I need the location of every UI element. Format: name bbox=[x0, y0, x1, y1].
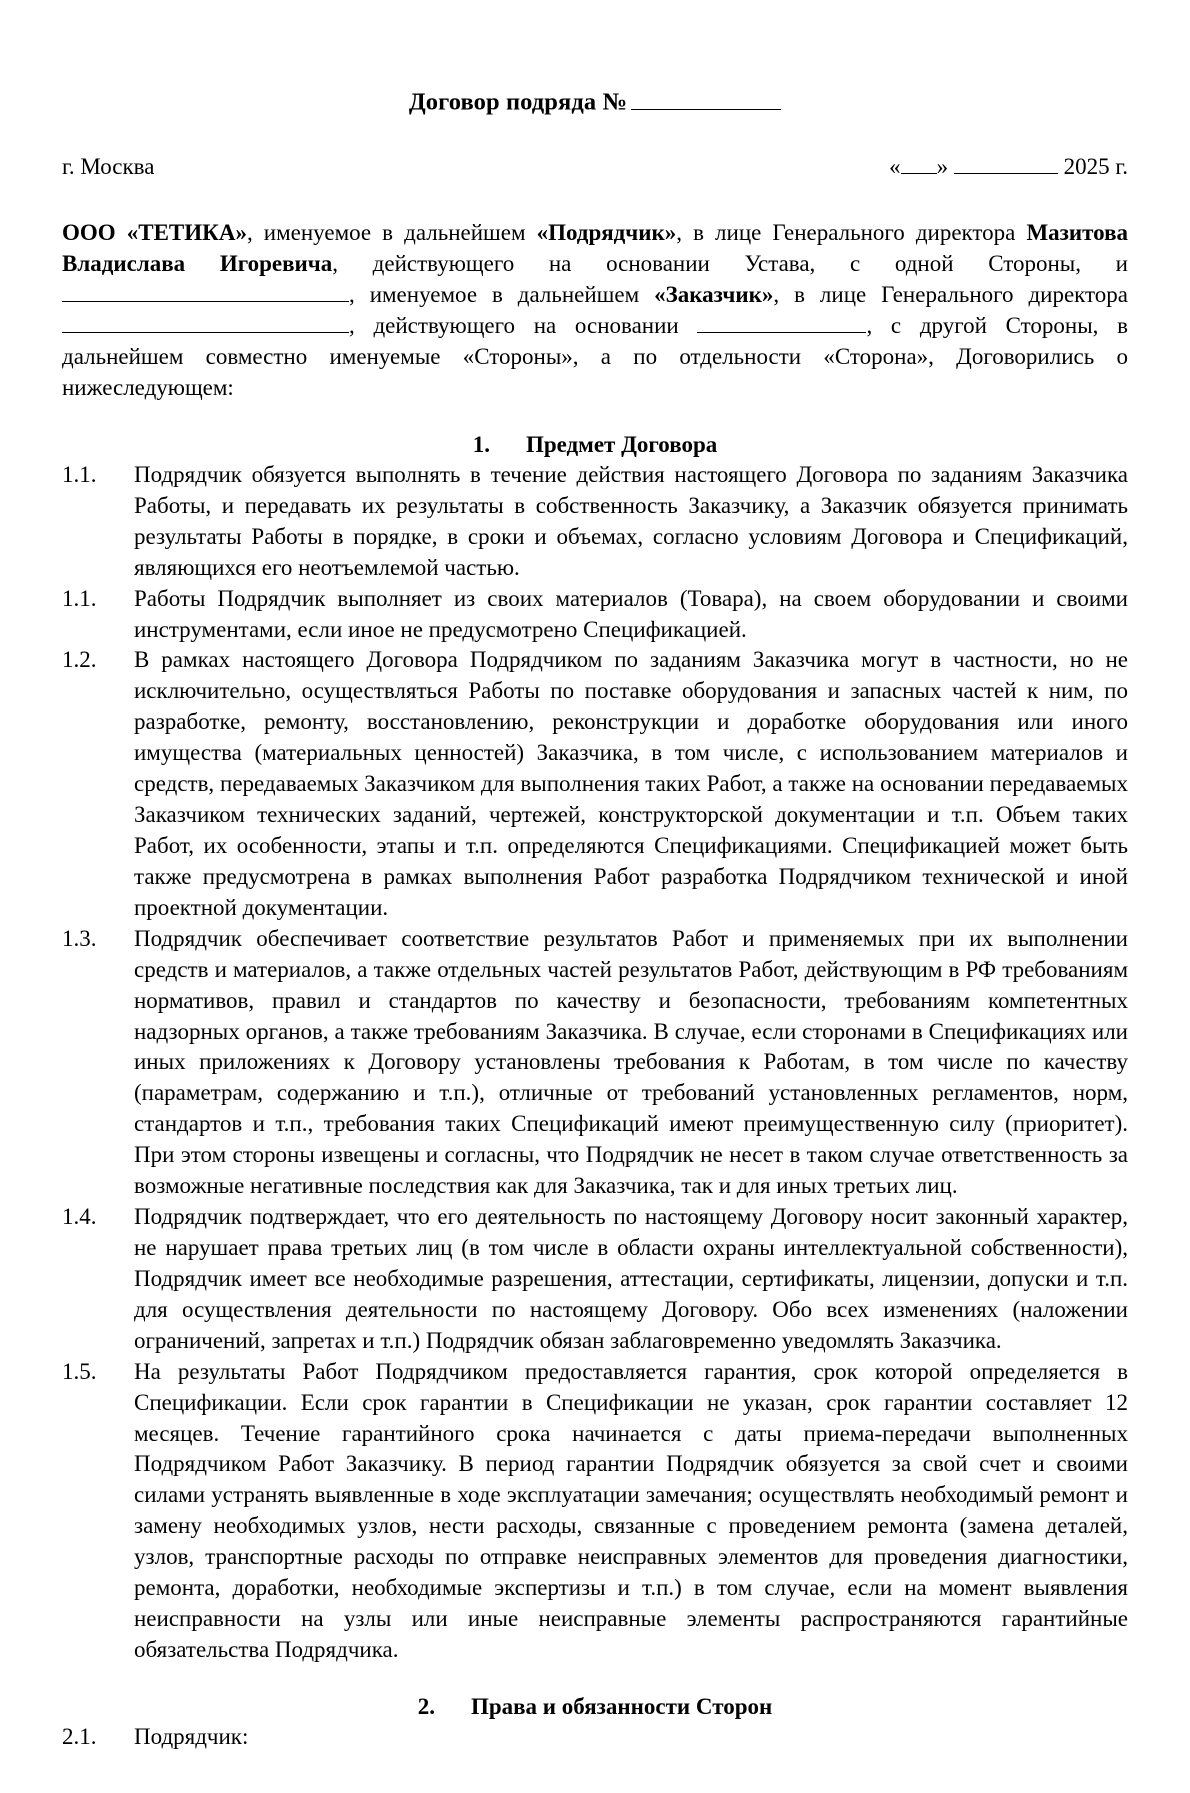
date-day-blank[interactable] bbox=[901, 152, 937, 174]
contract-number-blank[interactable] bbox=[631, 86, 781, 110]
clause-1-4 bbox=[62, 1202, 1128, 1357]
contractor-director-name: Мазитова Владислава Игоревича bbox=[62, 220, 1128, 277]
date-month-blank[interactable] bbox=[954, 152, 1058, 174]
section-heading-2 bbox=[62, 1692, 1128, 1722]
contractor-role-label: «Подрядчик» bbox=[536, 220, 677, 246]
customer-company-blank[interactable] bbox=[62, 280, 349, 302]
section-2-number: 2. bbox=[417, 1693, 435, 1719]
customer-director-blank[interactable] bbox=[62, 311, 349, 333]
clause-number: 1.3. bbox=[62, 925, 97, 951]
date-open-quote: « bbox=[889, 154, 901, 180]
clause-number: 1.2. bbox=[62, 647, 97, 673]
clause-1-5 bbox=[62, 1357, 1128, 1666]
section-1-number: 1. bbox=[472, 432, 490, 458]
clause-text: Подрядчик: bbox=[134, 1723, 249, 1749]
clause-text: В рамках настоящего Договора Подрядчиком по заданиям Заказчика могут в частности, но не исключительно, осуществляться Работы по поставке оборудования и запасных частей к ним, по разработке, ремонту, восстановлению, реконструкции и доработке оборудования или иного имущества (материальных ценностей) Заказчика, в том числе, с использованием материалов и средств, передаваемых Заказчиком для выполнения таких Работ, а также на основании передаваемых Заказчиком технических заданий, чертежей, конструкторской документации и т.п. Объем таких Работ, их особенности, этапы и т.п. определяются Спецификациями. Спецификацией может быть также предусмотрена в рамках выполнения Работ разработка Подрядчиком технической и иной проектной документации. bbox=[134, 647, 1128, 920]
clause-text: Подрядчик обязуется выполнять в течение действия настоящего Договора по заданиям Заказчика Работы, и передавать их результаты в собственность Заказчику, а Заказчик обязуется принимать результаты Работы в порядке, в сроки и объемах, согласно условиям Договора и Спецификаций, являющихся его неотъемлемой частью. bbox=[134, 461, 1128, 580]
clause-1-1b bbox=[62, 584, 1128, 646]
clause-text: Подрядчик подтверждает, что его деятельность по настоящему Договору носит законный характер, не нарушает права третьих лиц (в том числе в области охраны интеллектуальной собственности), Подрядчик имеет все необходимые разрешения, аттестации, сертификаты, лицензии, допуски и т.п. для осуществления деятельности по настоящему Договору. Обо всех изменениях (наложении ограничений, запретах и т.п.) Подрядчик обязан заблаговременно уведомлять Заказчика. bbox=[134, 1204, 1128, 1353]
clause-number: 1.1. bbox=[62, 461, 97, 487]
preamble-text-4: , именуемое в дальнейшем bbox=[349, 282, 655, 308]
clause-text: Работы Подрядчик выполняет из своих материалов (Товара), на своем оборудовании и своими инструментами, если иное не предусмотрено Спецификацией. bbox=[134, 585, 1128, 642]
section-1-title: Предмет Договора bbox=[525, 432, 718, 458]
date-close-quote: » bbox=[936, 154, 949, 180]
clause-1-1a bbox=[62, 460, 1128, 584]
document-title bbox=[62, 86, 1128, 118]
date-year: 2025 г. bbox=[1063, 154, 1128, 180]
clause-number: 1.1. bbox=[62, 585, 97, 611]
section-heading-1 bbox=[62, 430, 1128, 460]
customer-role-label: «Заказчик» bbox=[654, 282, 774, 308]
preamble-text-5: , в лице Генерального директора bbox=[773, 282, 1128, 308]
preamble-text-7: , с другой Стороны, в дальнейшем совместно именуемые «Стороны», а по отдельности «Сторона», Договорились о нижеследующем: bbox=[62, 313, 1128, 401]
clause-1-3 bbox=[62, 924, 1128, 1202]
section-2-title: Права и обязанности Сторон bbox=[470, 1693, 773, 1719]
preamble-text-6: , действующего на основании bbox=[349, 313, 698, 339]
preamble-paragraph bbox=[62, 218, 1128, 404]
city-label: г. Москва bbox=[62, 154, 155, 180]
document-meta-row bbox=[62, 152, 1128, 182]
clause-text: На результаты Работ Подрядчиком предоставляется гарантия, срок которой определяется в Спецификации. Если срок гарантии в Спецификации не указан, срок гарантии составляет 12 месяцев. Течение гарантийного срока начинается с даты приема-передачи выполненных Подрядчиком Работ Заказчику. В период гарантии Подрядчик обязуется за свой счет и своими силами устранять выявленные в ходе эксплуатации замечания; осуществлять необходимый ремонт и замену необходимых узлов, нести расходы, связанные с проведением ремонта (замена деталей, узлов, транспортные расходы по отправке неисправных элементов для проведения диагностики, ремонта, доработки, необходимые экспертизы и т.п.) в том случае, если на момент выявления неисправности на узлы или иные неисправные элементы распространяются гарантийные обязательства Подрядчика. bbox=[134, 1358, 1128, 1662]
preamble-text-1: , именуемое в дальнейшем bbox=[246, 220, 537, 246]
preamble-text-2: , в лице Генерального директора bbox=[676, 220, 1027, 246]
customer-basis-blank[interactable] bbox=[697, 311, 866, 333]
clause-number: 1.5. bbox=[62, 1358, 97, 1384]
date-field bbox=[889, 152, 1128, 182]
contractor-company-name: ООО «ТЕТИКА» bbox=[62, 220, 247, 246]
clause-number: 2.1. bbox=[62, 1723, 97, 1749]
clause-1-2 bbox=[62, 645, 1128, 923]
clause-text: Подрядчик обеспечивает соответствие результатов Работ и применяемых при их выполнении средств и материалов, а также отдельных частей результатов Работ, действующим в РФ требованиям нормативов, правил и стандартов по качеству и безопасности, требованиям компетентных надзорных органов, а также требованиям Заказчика. В случае, если сторонами в Спецификациях или иных приложениях к Договору установлены требования к Работам, в том числе по качеству (параметрам, содержанию и т.п.), отличные от требований установленных регламентов, норм, стандартов и т.п., требования таких Спецификаций имеют преимущественную силу (приоритет). При этом стороны извещены и согласны, что Подрядчик не несет в таком случае ответственность за возможные негативные последствия как для Заказчика, так и для иных третьих лиц. bbox=[134, 925, 1128, 1199]
clause-2-1 bbox=[62, 1722, 1128, 1753]
clause-number: 1.4. bbox=[62, 1204, 97, 1230]
preamble-text-3: , действующего на основании Устава, с одной Стороны, и bbox=[332, 251, 1128, 277]
document-title-text: Договор подряда № bbox=[408, 88, 628, 116]
